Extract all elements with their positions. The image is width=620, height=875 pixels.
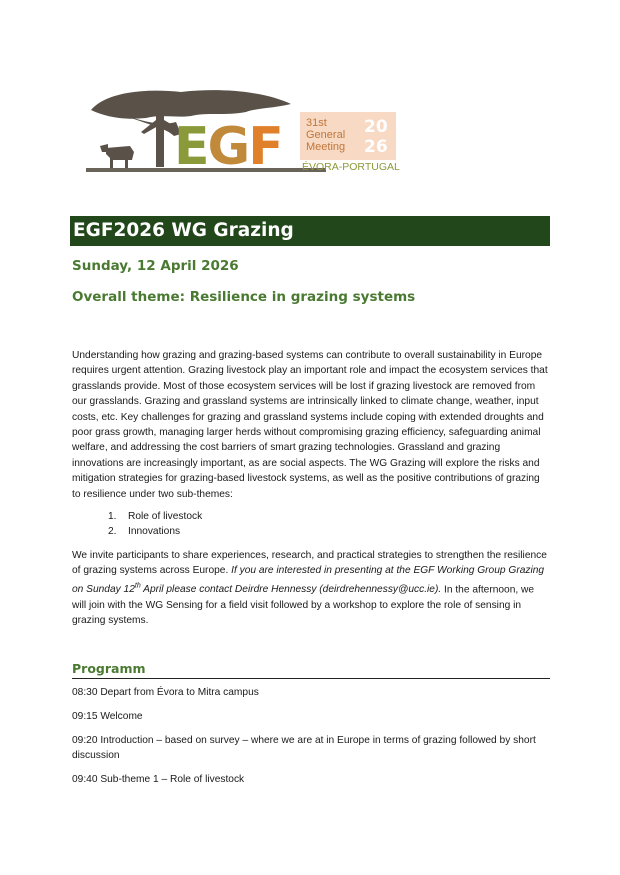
subtheme-list — [108, 509, 202, 540]
egf-wordmark — [174, 117, 282, 177]
intro-paragraph: Understanding how grazing and grazing-based systems can contribute to overall sustainability in Europe requires urgent attention. Grazing livestock play an important role and impact the ecosystem services that grasslands provide. Most of those ecosystem services will be lost if grazing livestock are removed from our grasslands. Grazing and grassland systems are intrinsically linked to climate change, weather, input costs, etc. Key challenges for grazing and grassland systems include coping with extended droughts and poor grass growth, managing larger herds without compromising grazing efficiency, safeguarding animal welfare, and addressing the cost barriers of smart grazing technologies. Grassland and grazing innovations are increasingly important, as are social aspects. The WG Grazing will explore the risks and mitigation strategies for grazing-based livestock systems, as well as the positive contributions of grazing to resilience under two sub-themes: — [72, 350, 548, 500]
list-number: 1. — [108, 511, 117, 522]
invite-text: We invite participants to share experiences, research, and practical strategies to strengthen the resilience of grazing systems across Europe. — [72, 550, 547, 577]
programme-item: 09:40 Sub-theme 1 – Role of livestock — [72, 774, 245, 785]
logo-letter-g: G — [207, 117, 249, 177]
invite-paragraph — [72, 548, 550, 628]
programme-item: 09:20 Introduction – based on survey – where we are at in Europe in terms of grazing followed by short discussion — [72, 735, 536, 762]
egf-logo-graphic — [86, 82, 406, 177]
svg-text:General: General — [306, 129, 346, 141]
event-date: Sunday, 12 April 2026 — [72, 258, 239, 274]
invite-text-afternoon: In the afternoon, we will join with the WG Sensing for a field visit followed by a workshop to explore the role of sensing in grazing systems. — [72, 584, 535, 627]
egf-logo — [86, 82, 406, 177]
logo-year-bottom: 26 — [364, 137, 388, 157]
programme-item: 09:15 Welcome — [72, 711, 143, 722]
overall-theme: Overall theme: Resilience in grazing systems — [72, 289, 416, 305]
page-title: EGF2026 WG Grazing — [70, 216, 550, 246]
programme-item: 08:30 Depart from Évora to Mitra campus — [72, 687, 259, 698]
svg-text:Meeting: Meeting — [306, 141, 346, 153]
logo-letter-e: E — [174, 117, 208, 177]
cow-icon — [100, 144, 134, 168]
logo-location: ÉVORA-PORTUGAL — [302, 161, 400, 173]
list-item — [108, 509, 202, 524]
logo-edition: 31st — [306, 117, 327, 129]
programme-heading: Programm — [72, 661, 550, 679]
invite-contact: If you are interested in presenting at the EGF Working Group Grazing on Sunday 12th April please contact Deirdre Hennessy (deirdrehennessy@ucc.ie). — [72, 565, 545, 596]
logo-letter-f: F — [248, 117, 282, 177]
subtheme-label: Innovations — [128, 526, 181, 538]
logo-year-top: 20 — [364, 117, 388, 137]
list-item — [108, 524, 202, 539]
subtheme-label: Role of livestock — [128, 511, 203, 522]
list-number: 2. — [108, 526, 117, 538]
